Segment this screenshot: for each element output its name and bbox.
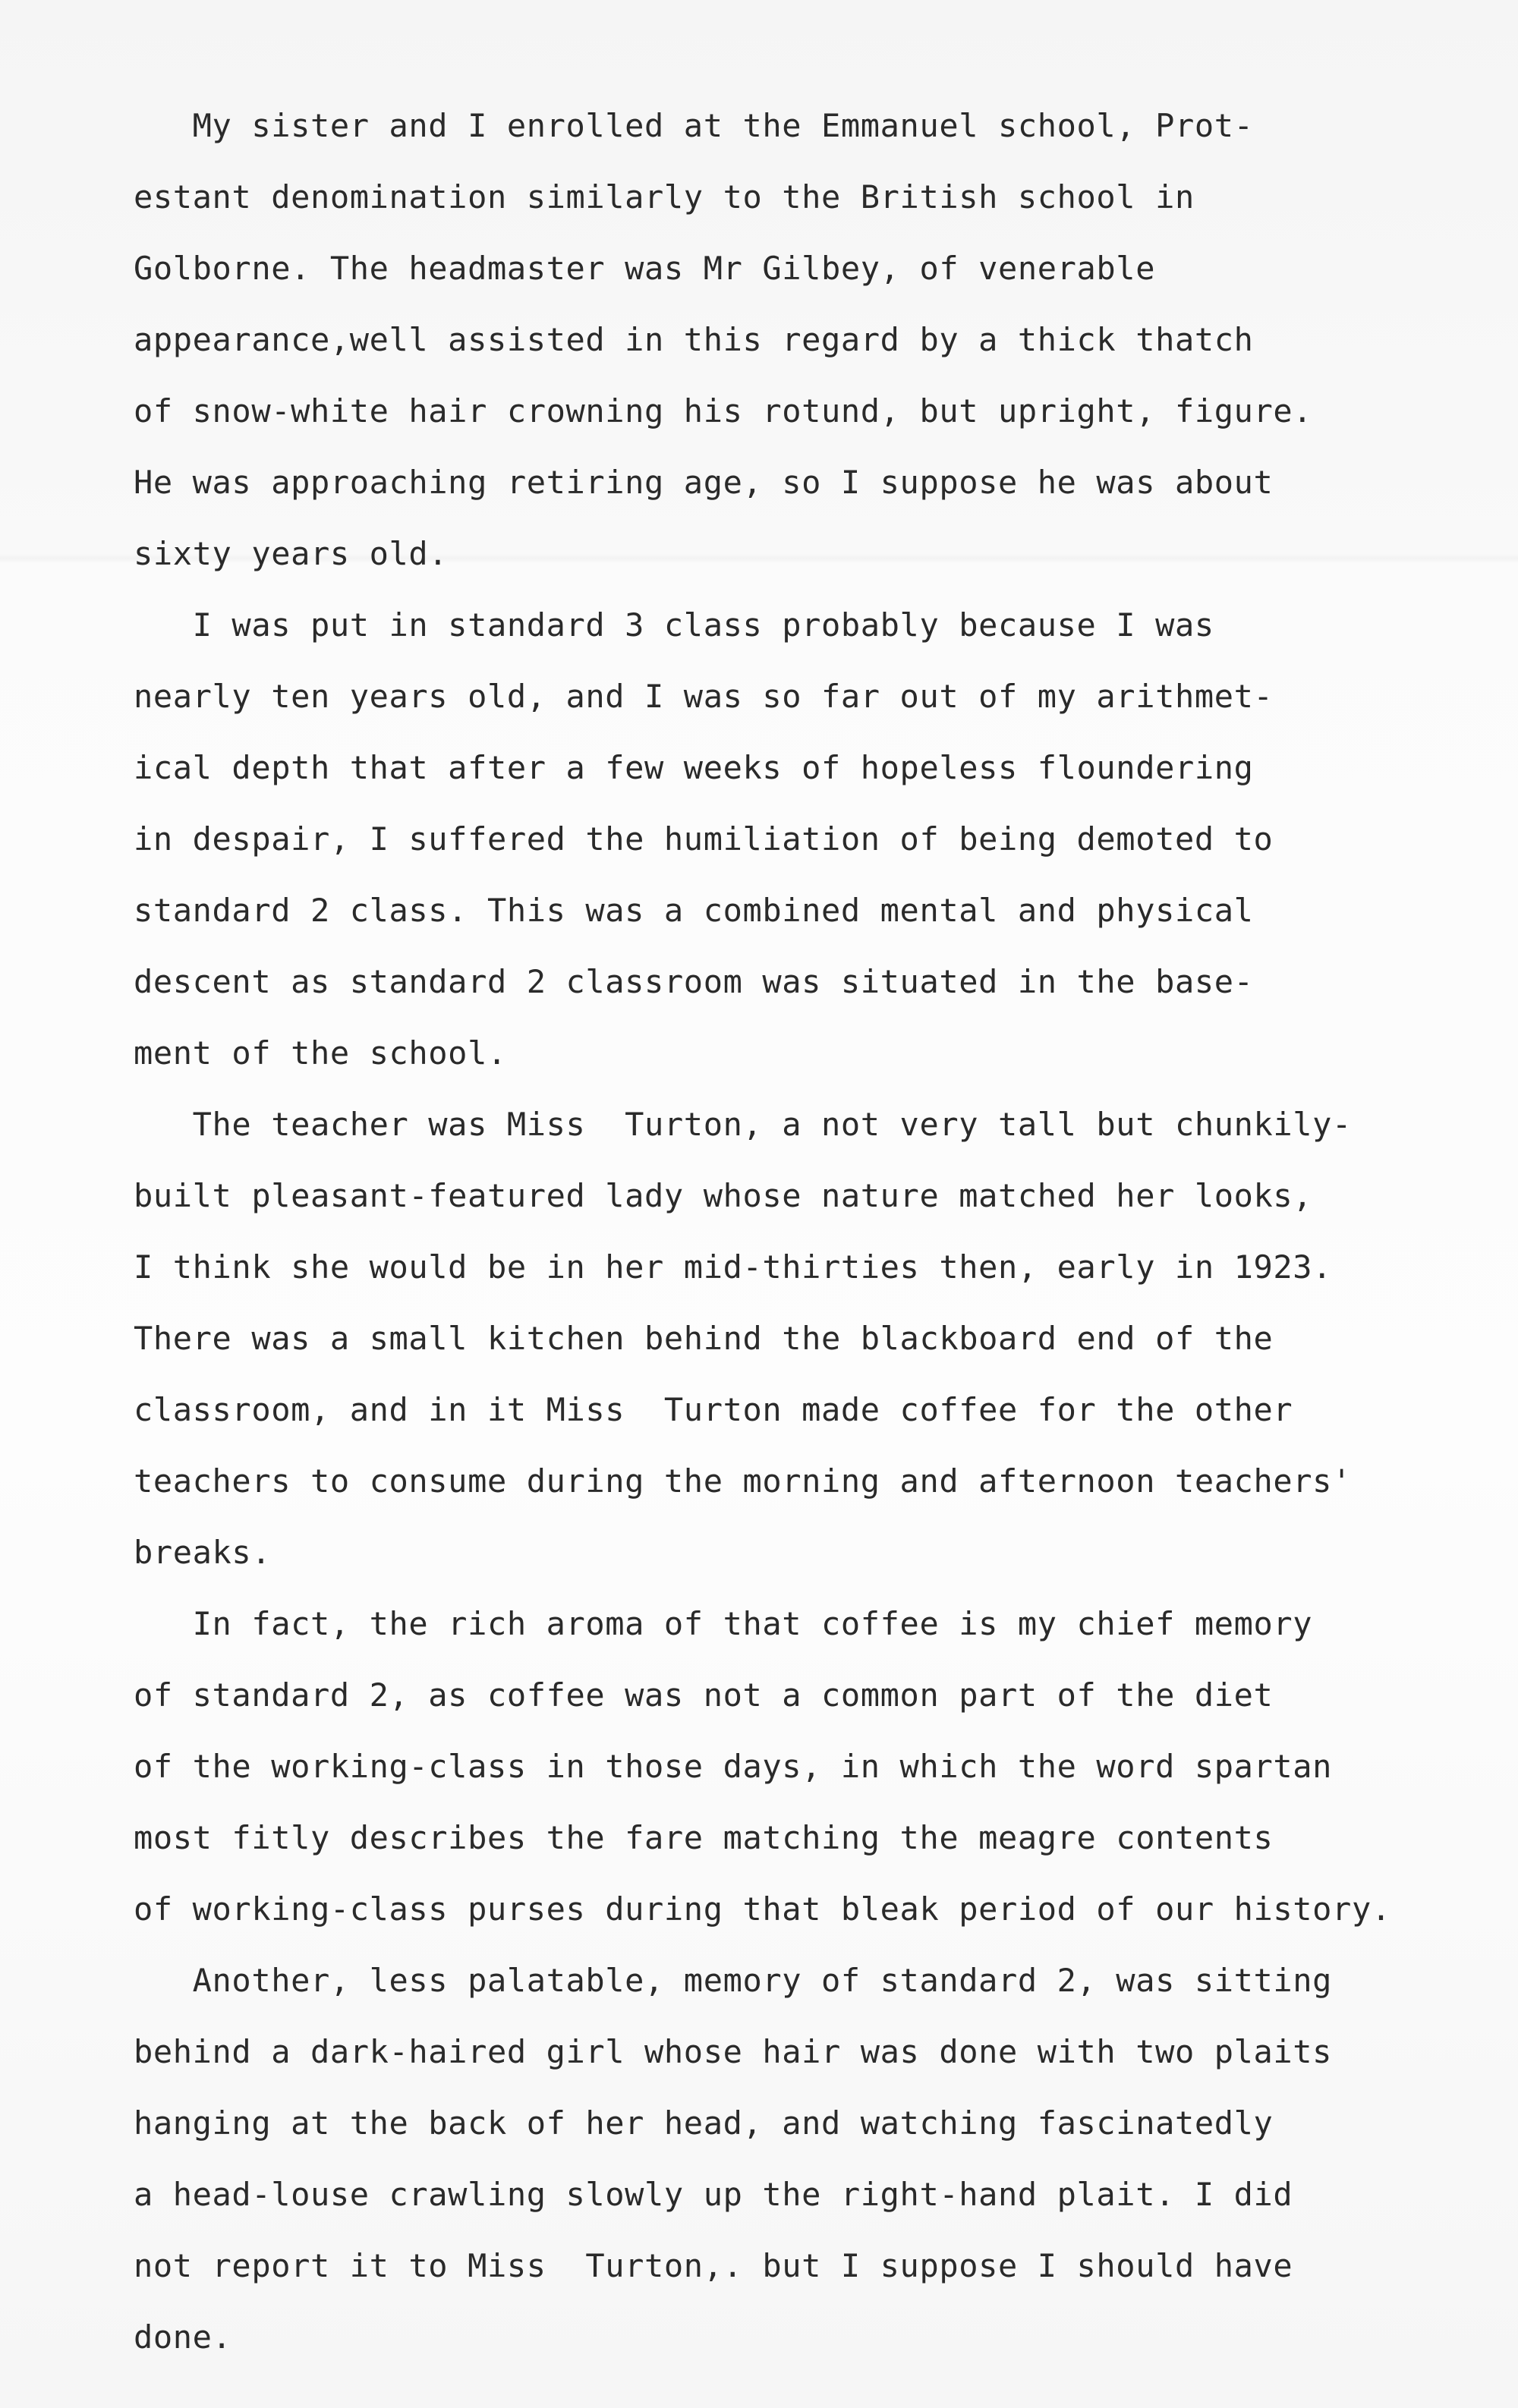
- text-line: most fitly describes the fare matching the meagre contents: [134, 1819, 1274, 1856]
- text-line: a head-louse crawling slowly up the right-hand plait. I did: [134, 2176, 1293, 2213]
- text-line: not report it to Miss Turton,. but I suppose I should have: [134, 2247, 1293, 2284]
- text-line: Another, less palatable, memory of standard 2, was sitting: [134, 1962, 1333, 1999]
- text-line: hanging at the back of her head, and watching fascinatedly: [134, 2104, 1274, 2142]
- text-line: done.: [134, 2318, 232, 2356]
- text-line: nearly ten years old, and I was so far out of my arithmet-: [134, 678, 1274, 715]
- text-line: classroom, and in it Miss Turton made coffee for the other: [134, 1391, 1293, 1428]
- text-line: of the working-class in those days, in which the word spartan: [134, 1748, 1333, 1785]
- text-line: The teacher was Miss Turton, a not very tall but chunkily-: [134, 1106, 1352, 1143]
- text-line: behind a dark-haired girl whose hair was done with two plaits: [134, 2033, 1333, 2070]
- text-line: descent as standard 2 classroom was situated in the base-: [134, 963, 1254, 1000]
- text-line: In fact, the rich aroma of that coffee is my chief memory: [134, 1605, 1313, 1642]
- text-line: built pleasant-featured lady whose nature matched her looks,: [134, 1177, 1313, 1214]
- text-line: He was approaching retiring age, so I suppose he was about: [134, 464, 1274, 501]
- text-line: There was a small kitchen behind the blackboard end of the: [134, 1320, 1274, 1357]
- text-line: estant denomination similarly to the British school in: [134, 178, 1195, 216]
- text-line: I think she would be in her mid-thirties then, early in 1923.: [134, 1248, 1333, 1286]
- text-line: of standard 2, as coffee was not a common part of the diet: [134, 1676, 1274, 1714]
- text-line: ical depth that after a few weeks of hopeless floundering: [134, 749, 1254, 786]
- text-line: in despair, I suffered the humiliation of being demoted to: [134, 820, 1274, 858]
- text-line: appearance,well assisted in this regard by a thick thatch: [134, 321, 1254, 358]
- text-line: I was put in standard 3 class probably because I was: [134, 606, 1214, 644]
- text-line: My sister and I enrolled at the Emmanuel school, Prot-: [134, 107, 1254, 144]
- text-line: breaks.: [134, 1534, 272, 1571]
- text-line: of working-class purses during that bleak period of our history.: [134, 1890, 1391, 1928]
- text-line: of snow-white hair crowning his rotund, but upright, figure.: [134, 392, 1313, 430]
- text-line: teachers to consume during the morning and afternoon teachers': [134, 1462, 1352, 1500]
- text-line: ment of the school.: [134, 1034, 507, 1072]
- text-line: sixty years old.: [134, 535, 449, 572]
- text-line: Golborne. The headmaster was Mr Gilbey, of venerable: [134, 250, 1156, 287]
- text-line: standard 2 class. This was a combined mental and physical: [134, 892, 1254, 929]
